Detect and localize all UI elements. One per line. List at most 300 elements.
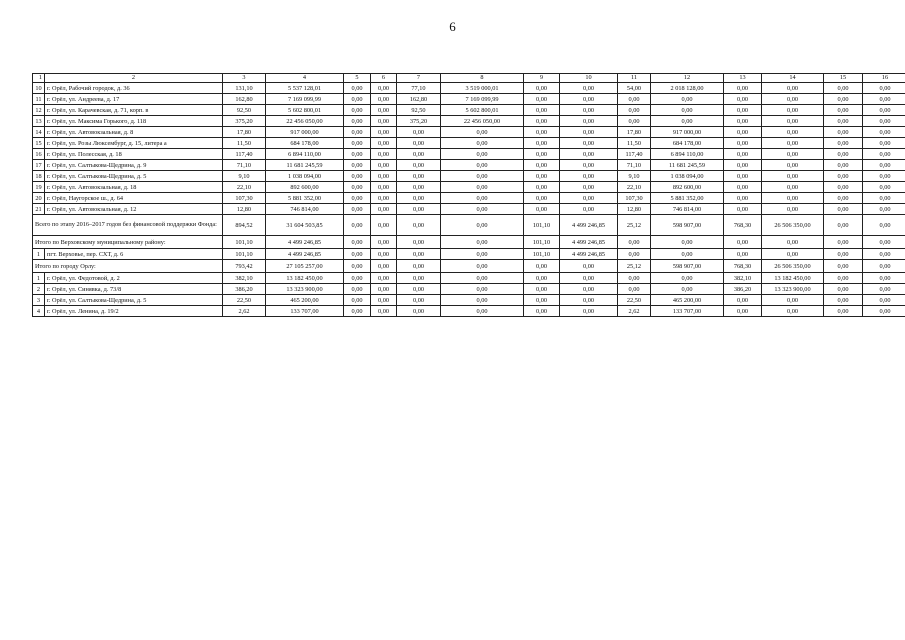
total-row: [33, 215, 905, 236]
value-cell: 0,00: [441, 249, 524, 260]
value-cell: 13 323 900,00: [762, 284, 824, 295]
value-cell: 0,00: [863, 94, 905, 105]
value-cell: 9,10: [618, 171, 651, 182]
value-cell: 0,00: [371, 193, 397, 204]
value-cell: 0,00: [560, 94, 618, 105]
value-cell: 0,00: [762, 306, 824, 317]
value-cell: 0,00: [524, 193, 560, 204]
row-number: 2: [33, 284, 45, 295]
value-cell: 1 038 094,00: [266, 171, 344, 182]
address-cell: г. Орёл, Наугорское ш., д. 64: [45, 193, 223, 204]
column-header: 12: [651, 74, 724, 83]
value-cell: 0,00: [724, 127, 762, 138]
table-row: [33, 273, 905, 284]
value-cell: 0,00: [824, 149, 863, 160]
value-cell: 4 499 246,85: [560, 249, 618, 260]
value-cell: 0,00: [762, 83, 824, 94]
value-cell: 0,00: [344, 260, 371, 273]
address-cell: г. Орёл, ул. Федотовой, д. 2: [45, 273, 223, 284]
value-cell: 0,00: [824, 83, 863, 94]
row-number: 1: [33, 249, 45, 260]
value-cell: 598 907,00: [651, 260, 724, 273]
address-cell: г. Орёл, ул. Максима Горького, д. 118: [45, 116, 223, 127]
table-row: [33, 193, 905, 204]
value-cell: 0,00: [824, 204, 863, 215]
address-cell: г. Орёл, ул. Ленина, д. 19/2: [45, 306, 223, 317]
value-cell: 0,00: [524, 260, 560, 273]
row-number: 16: [33, 149, 45, 160]
value-cell: 0,00: [397, 193, 441, 204]
address-cell: г. Орёл, ул. Автовокзальная, д. 18: [45, 182, 223, 193]
value-cell: 375,20: [223, 116, 266, 127]
value-cell: 12,80: [618, 204, 651, 215]
value-cell: 0,00: [863, 160, 905, 171]
value-cell: 0,00: [863, 273, 905, 284]
value-cell: 0,00: [824, 260, 863, 273]
value-cell: 0,00: [560, 83, 618, 94]
value-cell: 0,00: [371, 171, 397, 182]
value-cell: 0,00: [824, 295, 863, 306]
value-cell: 0,00: [824, 193, 863, 204]
value-cell: 0,00: [651, 284, 724, 295]
table-row: [33, 249, 905, 260]
value-cell: 0,00: [371, 215, 397, 236]
value-cell: 101,10: [524, 236, 560, 249]
value-cell: 0,00: [560, 149, 618, 160]
value-cell: 0,00: [344, 236, 371, 249]
value-cell: 0,00: [824, 171, 863, 182]
value-cell: 0,00: [371, 105, 397, 116]
value-cell: 0,00: [371, 204, 397, 215]
value-cell: 0,00: [371, 94, 397, 105]
value-cell: 4 499 246,85: [560, 236, 618, 249]
value-cell: 0,00: [397, 160, 441, 171]
value-cell: 54,00: [618, 83, 651, 94]
value-cell: 0,00: [441, 236, 524, 249]
address-cell: г. Орёл, ул. Салтыкова-Щедрина, д. 5: [45, 171, 223, 182]
column-header: 9: [524, 74, 560, 83]
value-cell: 0,00: [344, 160, 371, 171]
total-row: [33, 260, 905, 273]
value-cell: 0,00: [441, 260, 524, 273]
value-cell: 0,00: [762, 295, 824, 306]
value-cell: 162,80: [223, 94, 266, 105]
value-cell: 0,00: [560, 182, 618, 193]
value-cell: 0,00: [824, 94, 863, 105]
value-cell: 917 000,00: [266, 127, 344, 138]
value-cell: 0,00: [524, 160, 560, 171]
value-cell: 0,00: [824, 249, 863, 260]
address-cell: г. Орёл, Рабочий городок, д. 36: [45, 83, 223, 94]
value-cell: 0,00: [560, 284, 618, 295]
value-cell: 0,00: [863, 171, 905, 182]
address-cell: г. Орёл, ул. Автовокзальная, д. 12: [45, 204, 223, 215]
value-cell: 0,00: [371, 249, 397, 260]
value-cell: 0,00: [344, 94, 371, 105]
value-cell: 0,00: [824, 236, 863, 249]
value-cell: 101,10: [524, 249, 560, 260]
column-header: 4: [266, 74, 344, 83]
value-cell: 0,00: [344, 306, 371, 317]
value-cell: 382,10: [724, 273, 762, 284]
value-cell: 26 506 350,00: [762, 215, 824, 236]
header-row: [33, 74, 905, 83]
table-row: [33, 105, 905, 116]
value-cell: 162,80: [397, 94, 441, 105]
value-cell: 0,00: [724, 306, 762, 317]
value-cell: 0,00: [560, 105, 618, 116]
column-header: 8: [441, 74, 524, 83]
table-row: [33, 295, 905, 306]
value-cell: 13 182 450,00: [762, 273, 824, 284]
column-header: 11: [618, 74, 651, 83]
column-header: 5: [344, 74, 371, 83]
value-cell: 0,00: [441, 171, 524, 182]
value-cell: 0,00: [344, 138, 371, 149]
value-cell: 0,00: [524, 138, 560, 149]
value-cell: 0,00: [441, 138, 524, 149]
value-cell: 0,00: [441, 182, 524, 193]
column-header: 7: [397, 74, 441, 83]
value-cell: 465 200,00: [651, 295, 724, 306]
value-cell: 0,00: [441, 273, 524, 284]
value-cell: 77,10: [397, 83, 441, 94]
value-cell: 0,00: [560, 193, 618, 204]
value-cell: 22 456 050,00: [441, 116, 524, 127]
value-cell: 0,00: [824, 182, 863, 193]
value-cell: 0,00: [762, 160, 824, 171]
value-cell: 107,30: [618, 193, 651, 204]
table-row: [33, 306, 905, 317]
value-cell: 0,00: [863, 149, 905, 160]
value-cell: 0,00: [618, 94, 651, 105]
row-number: 15: [33, 138, 45, 149]
value-cell: 0,00: [397, 236, 441, 249]
value-cell: 1 038 094,00: [651, 171, 724, 182]
total-label: Всего по этапу 2016–2017 годов без финансовой поддержки Фонда:: [33, 215, 223, 236]
table-row: [33, 94, 905, 105]
value-cell: 7 169 099,99: [266, 94, 344, 105]
value-cell: 0,00: [397, 149, 441, 160]
value-cell: 0,00: [863, 215, 905, 236]
value-cell: 0,00: [762, 138, 824, 149]
value-cell: 0,00: [824, 127, 863, 138]
value-cell: 0,00: [863, 295, 905, 306]
value-cell: 22 456 050,00: [266, 116, 344, 127]
value-cell: 0,00: [724, 94, 762, 105]
value-cell: 0,00: [441, 204, 524, 215]
value-cell: 0,00: [762, 116, 824, 127]
value-cell: 0,00: [344, 171, 371, 182]
value-cell: 0,00: [863, 284, 905, 295]
value-cell: 0,00: [762, 171, 824, 182]
row-number: 4: [33, 306, 45, 317]
value-cell: 22,50: [618, 295, 651, 306]
table-row: [33, 138, 905, 149]
value-cell: 0,00: [344, 149, 371, 160]
value-cell: 0,00: [762, 105, 824, 116]
total-row: [33, 236, 905, 249]
value-cell: 5 881 352,00: [651, 193, 724, 204]
value-cell: 0,00: [371, 149, 397, 160]
value-cell: 0,00: [651, 94, 724, 105]
row-number: 12: [33, 105, 45, 116]
value-cell: 382,10: [223, 273, 266, 284]
value-cell: 0,00: [397, 171, 441, 182]
value-cell: 0,00: [344, 249, 371, 260]
value-cell: 0,00: [560, 127, 618, 138]
value-cell: 0,00: [397, 204, 441, 215]
value-cell: 0,00: [344, 215, 371, 236]
value-cell: 0,00: [824, 116, 863, 127]
value-cell: 0,00: [863, 83, 905, 94]
value-cell: 0,00: [651, 236, 724, 249]
value-cell: 11,50: [223, 138, 266, 149]
value-cell: 0,00: [863, 138, 905, 149]
value-cell: 0,00: [441, 193, 524, 204]
value-cell: 0,00: [724, 182, 762, 193]
value-cell: 0,00: [724, 249, 762, 260]
value-cell: 0,00: [863, 260, 905, 273]
value-cell: 0,00: [762, 127, 824, 138]
value-cell: 0,00: [863, 193, 905, 204]
value-cell: 0,00: [441, 127, 524, 138]
value-cell: 0,00: [863, 105, 905, 116]
value-cell: 0,00: [618, 273, 651, 284]
value-cell: 0,00: [618, 105, 651, 116]
value-cell: 9,10: [223, 171, 266, 182]
table-row: [33, 182, 905, 193]
row-number: 21: [33, 204, 45, 215]
value-cell: 107,30: [223, 193, 266, 204]
value-cell: 0,00: [724, 204, 762, 215]
value-cell: 0,00: [762, 204, 824, 215]
value-cell: 0,00: [824, 306, 863, 317]
column-header: 3: [223, 74, 266, 83]
value-cell: 0,00: [863, 182, 905, 193]
value-cell: 0,00: [524, 83, 560, 94]
value-cell: 0,00: [863, 116, 905, 127]
value-cell: 0,00: [371, 236, 397, 249]
address-cell: г. Орёл, ул. Салтыкова-Щедрина, д. 5: [45, 295, 223, 306]
value-cell: 0,00: [524, 149, 560, 160]
value-cell: 2,62: [618, 306, 651, 317]
value-cell: 0,00: [524, 204, 560, 215]
value-cell: 12,80: [223, 204, 266, 215]
value-cell: 25,12: [618, 215, 651, 236]
total-label: Итого по городу Орлу:: [33, 260, 223, 273]
value-cell: 22,50: [223, 295, 266, 306]
column-header: 14: [762, 74, 824, 83]
value-cell: 0,00: [371, 284, 397, 295]
value-cell: 0,00: [397, 284, 441, 295]
value-cell: 0,00: [344, 295, 371, 306]
value-cell: 13 323 900,00: [266, 284, 344, 295]
value-cell: 4 499 246,85: [266, 236, 344, 249]
value-cell: 17,80: [618, 127, 651, 138]
value-cell: 131,10: [223, 83, 266, 94]
value-cell: 0,00: [397, 273, 441, 284]
column-header: 10: [560, 74, 618, 83]
value-cell: 0,00: [651, 249, 724, 260]
value-cell: 598 907,00: [651, 215, 724, 236]
address-cell: пгт. Верховье, пер. СХТ, д. 6: [45, 249, 223, 260]
value-cell: 5 881 352,00: [266, 193, 344, 204]
value-cell: 101,10: [524, 215, 560, 236]
value-cell: 0,00: [560, 260, 618, 273]
value-cell: 0,00: [762, 236, 824, 249]
column-header: 6: [371, 74, 397, 83]
value-cell: 3 519 000,01: [441, 83, 524, 94]
value-cell: 0,00: [824, 273, 863, 284]
value-cell: 0,00: [524, 295, 560, 306]
value-cell: 0,00: [371, 127, 397, 138]
value-cell: 0,00: [371, 260, 397, 273]
value-cell: 2,62: [223, 306, 266, 317]
data-table: [32, 73, 905, 317]
value-cell: 71,10: [223, 160, 266, 171]
column-header: 1: [33, 74, 45, 83]
value-cell: 5 602 800,01: [266, 105, 344, 116]
value-cell: 0,00: [560, 160, 618, 171]
value-cell: 0,00: [524, 273, 560, 284]
value-cell: 0,00: [762, 193, 824, 204]
value-cell: 0,00: [651, 273, 724, 284]
value-cell: 22,10: [618, 182, 651, 193]
value-cell: 793,42: [223, 260, 266, 273]
value-cell: 0,00: [618, 249, 651, 260]
value-cell: 0,00: [524, 284, 560, 295]
table-row: [33, 127, 905, 138]
value-cell: 0,00: [724, 236, 762, 249]
value-cell: 0,00: [560, 116, 618, 127]
value-cell: 133 707,00: [266, 306, 344, 317]
value-cell: 11,50: [618, 138, 651, 149]
value-cell: 0,00: [651, 105, 724, 116]
column-header: 16: [863, 74, 905, 83]
value-cell: 746 814,00: [651, 204, 724, 215]
value-cell: 117,40: [618, 149, 651, 160]
address-cell: г. Орёл, ул. Андреева, д. 17: [45, 94, 223, 105]
value-cell: 0,00: [371, 182, 397, 193]
value-cell: 7 169 099,99: [441, 94, 524, 105]
value-cell: 5 537 128,01: [266, 83, 344, 94]
row-number: 19: [33, 182, 45, 193]
value-cell: 0,00: [397, 127, 441, 138]
value-cell: 0,00: [344, 273, 371, 284]
value-cell: 0,00: [441, 284, 524, 295]
value-cell: 0,00: [824, 105, 863, 116]
row-number: 3: [33, 295, 45, 306]
value-cell: 0,00: [824, 138, 863, 149]
value-cell: 0,00: [824, 284, 863, 295]
value-cell: 0,00: [397, 306, 441, 317]
table-row: [33, 149, 905, 160]
value-cell: 101,10: [223, 236, 266, 249]
value-cell: 746 814,00: [266, 204, 344, 215]
value-cell: 0,00: [762, 182, 824, 193]
value-cell: 894,52: [223, 215, 266, 236]
value-cell: 11 681 245,59: [266, 160, 344, 171]
address-cell: г. Орёл, ул. Синявка, д. 73/8: [45, 284, 223, 295]
value-cell: 0,00: [371, 306, 397, 317]
row-number: 13: [33, 116, 45, 127]
value-cell: 0,00: [397, 295, 441, 306]
value-cell: 2 018 128,00: [651, 83, 724, 94]
value-cell: 17,80: [223, 127, 266, 138]
value-cell: 0,00: [863, 306, 905, 317]
value-cell: 5 602 800,01: [441, 105, 524, 116]
address-cell: г. Орёл, ул. Розы Люксембург, д. 15, литера а: [45, 138, 223, 149]
value-cell: 0,00: [762, 249, 824, 260]
value-cell: 0,00: [824, 160, 863, 171]
value-cell: 0,00: [441, 160, 524, 171]
address-cell: г. Орёл, ул. Салтыкова-Щедрина, д. 9: [45, 160, 223, 171]
value-cell: 0,00: [863, 127, 905, 138]
value-cell: 0,00: [524, 105, 560, 116]
value-cell: 0,00: [441, 215, 524, 236]
table-row: [33, 83, 905, 94]
value-cell: 892 600,00: [266, 182, 344, 193]
value-cell: 0,00: [371, 160, 397, 171]
column-header: 13: [724, 74, 762, 83]
value-cell: 6 894 110,00: [266, 149, 344, 160]
value-cell: 0,00: [524, 306, 560, 317]
value-cell: 0,00: [397, 249, 441, 260]
value-cell: 0,00: [371, 273, 397, 284]
table-row: [33, 204, 905, 215]
value-cell: 0,00: [724, 105, 762, 116]
value-cell: 0,00: [344, 182, 371, 193]
address-cell: г. Орёл, ул. Полесская, д. 18: [45, 149, 223, 160]
value-cell: 0,00: [724, 116, 762, 127]
value-cell: 684 178,00: [651, 138, 724, 149]
value-cell: 27 105 257,00: [266, 260, 344, 273]
column-header: 2: [45, 74, 223, 83]
value-cell: 0,00: [371, 116, 397, 127]
value-cell: 11 681 245,59: [651, 160, 724, 171]
value-cell: 684 178,00: [266, 138, 344, 149]
value-cell: 0,00: [824, 215, 863, 236]
value-cell: 768,30: [724, 260, 762, 273]
value-cell: 0,00: [441, 306, 524, 317]
total-label: Итого по Верховскому муниципальному району:: [33, 236, 223, 249]
value-cell: 0,00: [560, 273, 618, 284]
value-cell: 0,00: [397, 182, 441, 193]
value-cell: 0,00: [560, 306, 618, 317]
row-number: 18: [33, 171, 45, 182]
value-cell: 26 506 350,00: [762, 260, 824, 273]
value-cell: 0,00: [344, 105, 371, 116]
address-cell: г. Орёл, ул. Карачевская, д. 71, корп. в: [45, 105, 223, 116]
value-cell: 6 894 110,00: [651, 149, 724, 160]
value-cell: 133 707,00: [651, 306, 724, 317]
value-cell: 92,50: [223, 105, 266, 116]
value-cell: 917 000,00: [651, 127, 724, 138]
value-cell: 22,10: [223, 182, 266, 193]
value-cell: 0,00: [724, 295, 762, 306]
table-row: [33, 116, 905, 127]
value-cell: 0,00: [371, 83, 397, 94]
table-row: [33, 160, 905, 171]
row-number: 11: [33, 94, 45, 105]
value-cell: 0,00: [371, 295, 397, 306]
value-cell: 13 182 450,00: [266, 273, 344, 284]
value-cell: 0,00: [863, 204, 905, 215]
value-cell: 0,00: [863, 249, 905, 260]
value-cell: 386,20: [724, 284, 762, 295]
value-cell: 117,40: [223, 149, 266, 160]
